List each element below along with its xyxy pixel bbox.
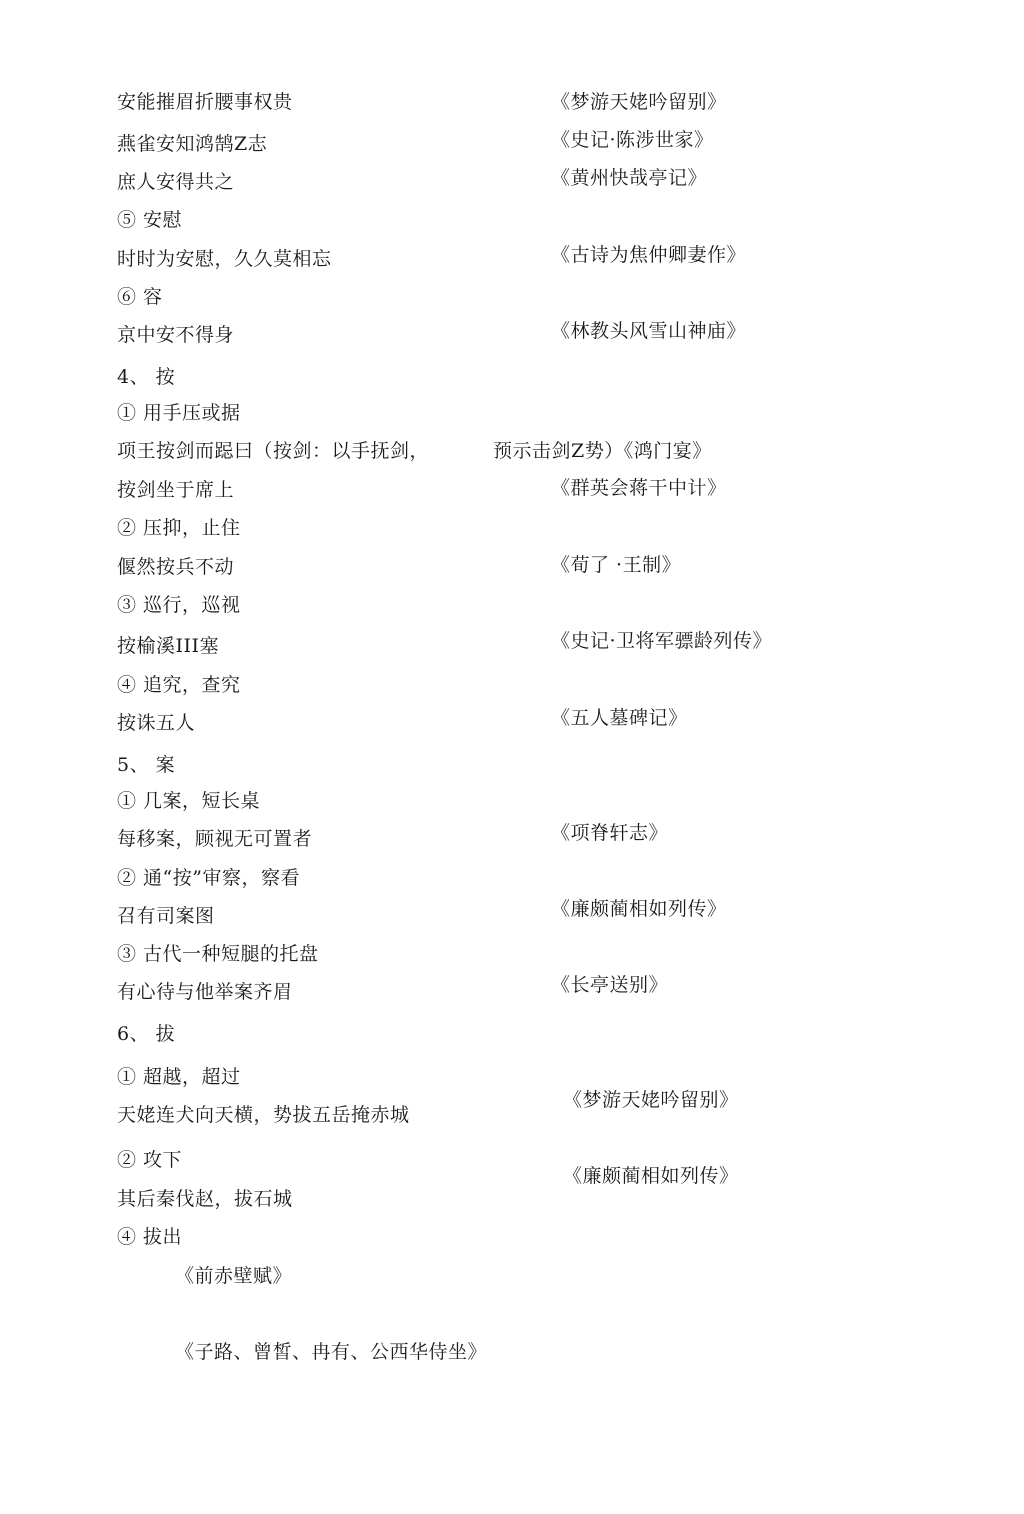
example-sentence: 按诛五人	[117, 712, 196, 734]
source-title: 《林教头风雪山神庙》	[551, 320, 747, 342]
example-sentence: 每移案，顾视无可置者	[117, 828, 313, 850]
sense-item: ② 压抑，止住	[117, 517, 241, 539]
entry-heading: 5、 案	[117, 754, 176, 776]
source-title: 《廉颇蔺相如列传》	[563, 1165, 739, 1187]
sense-item: ① 用手压或据	[117, 402, 241, 424]
source-title: 《群英会蒋干中计》	[551, 477, 727, 499]
example-sentence: 有心待与他举案齐眉	[117, 981, 293, 1003]
entry-heading: 4、 按	[117, 366, 176, 388]
sense-item: ④ 拔出	[117, 1226, 183, 1248]
source-title: 《子路、曾皙、冉有、公西华侍坐》	[175, 1341, 488, 1363]
sense-item: ③ 巡行，巡视	[117, 594, 241, 616]
example-sentence: 安能摧眉折腰事权贵	[117, 91, 293, 113]
example-sentence: 按剑坐于席上	[117, 479, 235, 501]
sense-item: ② 通“按”审察，察看	[117, 867, 300, 889]
entry-heading: 6、 拔	[117, 1023, 176, 1045]
example-sentence: 天姥连犬向天横，势拔五岳掩赤城	[117, 1104, 410, 1126]
source-title: 《五人墓碑记》	[551, 707, 688, 729]
sense-item: ② 攻下	[117, 1149, 183, 1171]
source-title: 《长亭送别》	[551, 974, 669, 996]
source-title: 《黄州快哉亭记》	[551, 167, 708, 189]
sense-item: ③ 古代一种短腿的托盘	[117, 943, 319, 965]
example-sentence: 召有司案图	[117, 905, 215, 927]
example-sentence: 项王按剑而跽曰（按剑：以手抚剑，	[117, 440, 430, 462]
sense-item: ⑥ 容	[117, 286, 163, 308]
example-sentence: 时时为安慰，久久莫相忘	[117, 248, 332, 270]
source-title: 《项脊轩志》	[551, 822, 669, 844]
sense-item: ① 超越，超过	[117, 1066, 241, 1088]
source-title: 《梦游天姥吟留别》	[563, 1089, 739, 1111]
source-title: 《史记·陈涉世家》	[551, 129, 714, 151]
example-sentence: 京中安不得身	[117, 324, 235, 346]
example-sentence: 其后秦伐赵，拔石城	[117, 1188, 293, 1210]
source-title: 《廉颇蔺相如列传》	[551, 898, 727, 920]
example-sentence: 按榆溪III塞	[117, 635, 220, 657]
source-title: 《史记·卫将军骠龄列传》	[551, 630, 773, 652]
sense-item: ④ 追究，查究	[117, 674, 241, 696]
sense-item: ⑤ 安慰	[117, 209, 183, 231]
example-sentence: 庶人安得共之	[117, 171, 235, 193]
source-title: 《荀了 ·王制》	[551, 554, 682, 576]
source-title: 《梦游天姥吟留别》	[551, 91, 727, 113]
sense-item: ① 几案，短长桌	[117, 790, 261, 812]
source-title: 《前赤壁赋》	[175, 1265, 293, 1287]
source-title: 预示击剑Z势）《鸿门宴》	[493, 440, 712, 462]
example-sentence: 偃然按兵不动	[117, 556, 235, 578]
source-title: 《古诗为焦仲卿妻作》	[551, 244, 747, 266]
example-sentence: 燕雀安知鸿鹄Z志	[117, 133, 268, 155]
